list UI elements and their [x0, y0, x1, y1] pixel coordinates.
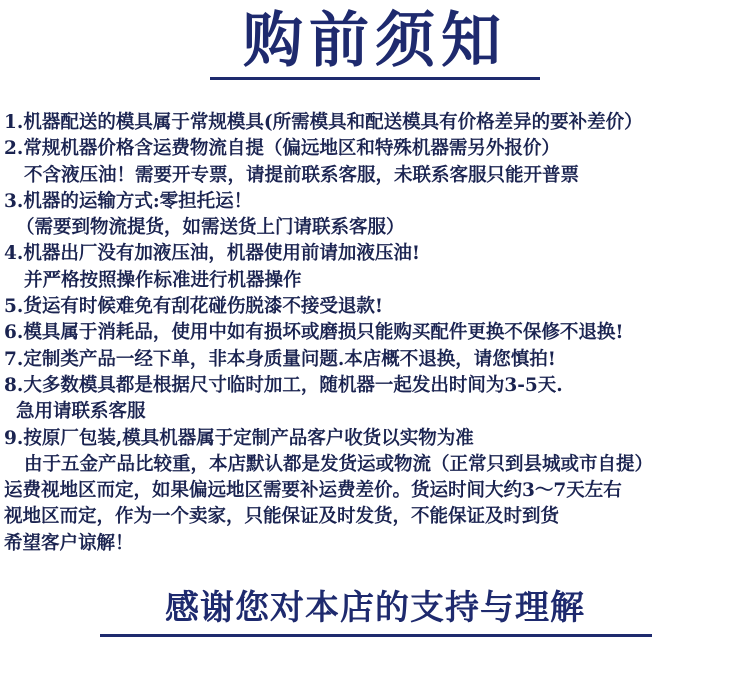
notice-list: [4, 110, 748, 557]
notice-line: 4.机器出厂没有加液压油，机器使用前请加液压油!: [4, 243, 420, 265]
notice-line: 2.常规机器价格含运费物流自提（偏远地区和特殊机器需另外报价）: [4, 138, 560, 160]
notice-line: 7.定制类产品一经下单，非本身质量问题.本店概不退换，请您慎拍!: [4, 348, 556, 370]
notice-line: 运费视地区而定，如果偏远地区需要补运费差价。货运时间大约3～7天左右: [4, 480, 622, 502]
notice-line: 3.机器的运输方式:零担托运！: [4, 190, 253, 212]
title-underline: [210, 77, 540, 80]
notice-line: 6.模具属于消耗品，使用中如有损坏或磨损只能购买配件更换不保修不退换!: [4, 322, 624, 344]
notice-line: 9.按原厂包装,模具机器属于定制产品客户收货以实物为准: [4, 427, 474, 449]
notice-line: 由于五金产品比较重，本店默认都是发货运或物流（正常只到县城或市自提）: [24, 453, 654, 475]
notice-line: 视地区而定，作为一个卖家，只能保证及时发货，不能保证及时到货: [4, 506, 560, 528]
notice-line: 8.大多数模具都是根据尺寸临时加工，随机器一起发出时间为3-5天.: [4, 374, 563, 396]
notice-line: 5.货运有时候难免有刮花碰伤脱漆不接受退款!: [4, 296, 383, 318]
notice-line: 1.机器配送的模具属于常规模具(所需模具和配送模具有价格差异的要补差价）: [4, 112, 643, 133]
page-title: 购前须知: [243, 6, 507, 76]
notice-line: 希望客户谅解！: [4, 532, 134, 554]
notice-line: 不含液压油！需要开专票，请提前联系客服，未联系客服只能开普票: [24, 164, 580, 186]
notice-line: 急用请联系客服: [16, 401, 146, 423]
notice-line: 并严格按照操作标准进行机器操作: [24, 269, 302, 291]
footer-thanks: 感谢您对本店的支持与理解: [165, 588, 585, 628]
notice-line: （需要到物流提货，如需送货上门请联系客服）: [16, 217, 405, 239]
footer-underline: [100, 634, 652, 637]
